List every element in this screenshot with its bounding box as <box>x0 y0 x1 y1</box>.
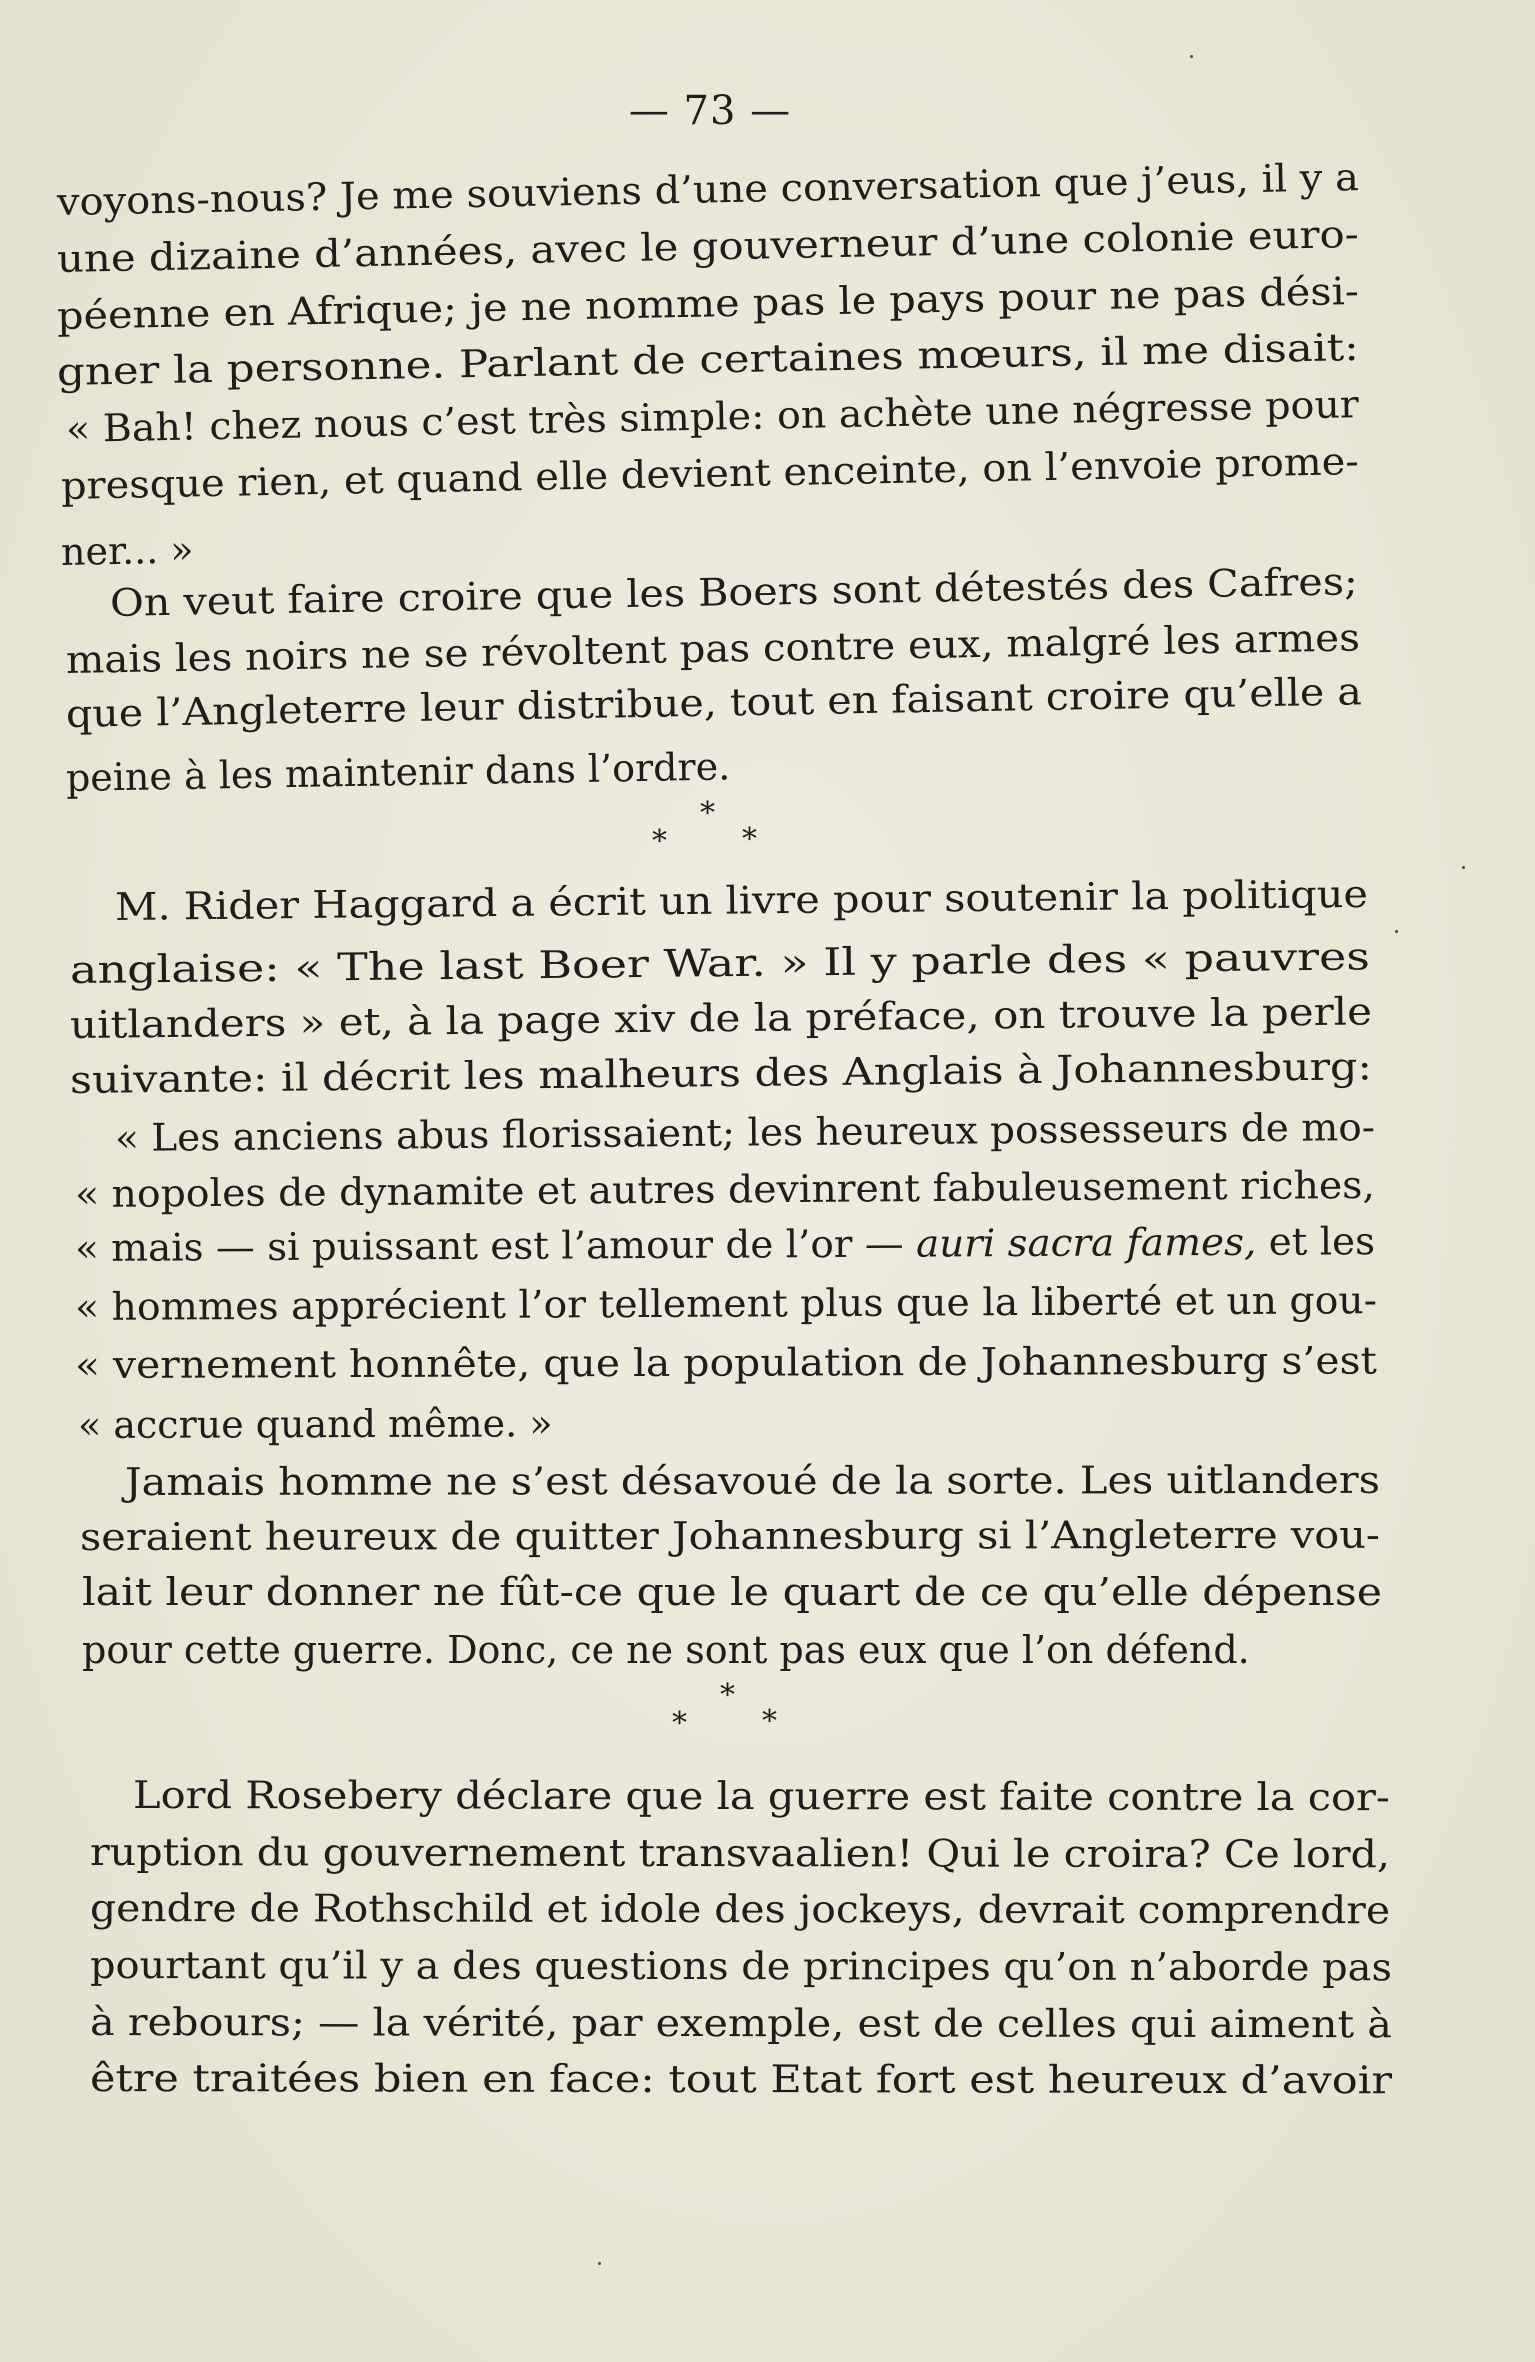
asterisk: * <box>652 824 667 859</box>
page-number: — 73 — <box>628 88 792 134</box>
text-line: peine à les maintenir dans l’ordre. <box>65 744 731 800</box>
text-line: lait leur donner ne fût-ce que le quart de ce qu’elle dépense <box>82 1570 1383 1614</box>
text-line: à rebours; — la vérité, par exemple, est de celles qui aiment à <box>89 2000 1393 2047</box>
text-line: Lord Rosebery déclare que la guerre est faite contre la cor- <box>132 1773 1391 1820</box>
paper-speck <box>598 2262 601 2265</box>
text-line: gendre de Rothschild et idole des jockeys, devrait comprendre <box>89 1886 1391 1933</box>
asterisk: * <box>762 1704 777 1739</box>
asterisk: * <box>720 1678 735 1713</box>
text-line: ruption du gouvernement transvaalien! Qui le croira? Ce lord, <box>89 1830 1391 1877</box>
text-line: Jamais homme ne s’est désavoué de la sorte. Les uitlanders <box>124 1457 1381 1504</box>
text-line: une dizaine d’années, avec le gouverneur d’une colonie euro- <box>56 212 1360 281</box>
quote-line-with-latin <box>74 1219 1376 1270</box>
text-line: être traitées bien en face: tout Etat fort est heureux d’avoir <box>89 2056 1393 2103</box>
text-line: péenne en Afrique; je ne nomme pas le pays pour ne pas dési- <box>56 269 1360 338</box>
text-line: gner la personne. Parlant de certaines mœurs, il me disait: <box>56 325 1360 394</box>
text-line: « Bah! chez nous c’est très simple: on achète une négresse pour <box>65 382 1360 451</box>
paper-speck <box>1395 930 1398 933</box>
text-line: presque rien, et quand elle devient enceinte, on l’envoie prome- <box>60 439 1360 508</box>
section-separator <box>672 1678 792 1741</box>
text-line: mais les noirs ne se révoltent pas contre eux, malgré les armes <box>65 615 1361 682</box>
text-line: M. Rider Haggard a écrit un livre pour soutenir la politique <box>114 871 1369 929</box>
text-line: seraient heureux de quitter Johannesburg si l’Angleterre vou- <box>79 1512 1380 1559</box>
text-line: anglaise: « The last Boer War. » Il y parle des « pauvres <box>69 934 1371 992</box>
latin-quote: auri sacra fames, <box>915 1219 1257 1266</box>
asterisk: * <box>672 1706 687 1741</box>
quote-text: et les <box>1256 1219 1376 1264</box>
text-line: uitlanders » et, à la page xiv de la préface, on trouve la perle <box>69 989 1373 1047</box>
asterisk: * <box>700 796 715 831</box>
quote-line: « accrue quand même. » <box>77 1401 553 1447</box>
text-line: suivante: il décrit les malheurs des Anglais à Johannesburg: <box>69 1044 1373 1102</box>
text-line: voyons-nous? Je me souviens d’une conversation que j’eus, il y a <box>56 155 1360 224</box>
paper-speck <box>1190 55 1193 58</box>
text-line: pour cette guerre. Donc, ce ne sont pas eux que l’on défend. <box>82 1628 1250 1672</box>
quote-line: « Les anciens abus florissaient; les heureux possesseurs de mo- <box>114 1105 1376 1160</box>
quote-line: « hommes apprécient l’or tellement plus que la liberté et un gou- <box>74 1278 1378 1329</box>
text-line: que l’Angleterre leur distribue, tout en faisant croire qu’elle a <box>65 669 1363 736</box>
quote-text: « mais — si puissant est l’amour de l’or — <box>74 1221 917 1270</box>
paper-speck <box>1462 866 1465 869</box>
asterisk: * <box>742 822 757 857</box>
quote-line: « nopoles de dynamite et autres devinrent fabuleusement riches, <box>74 1162 1376 1216</box>
quote-line: « vernement honnête, que la population de Johannesburg s’est <box>74 1338 1378 1387</box>
text-line: pourtant qu’il y a des questions de principes qu’on n’aborde pas <box>89 1943 1392 1990</box>
text-line: On veut faire croire que les Boers sont détestés des Cafres; <box>109 559 1359 625</box>
section-separator <box>652 796 772 859</box>
text-line: ner... » <box>60 527 194 574</box>
